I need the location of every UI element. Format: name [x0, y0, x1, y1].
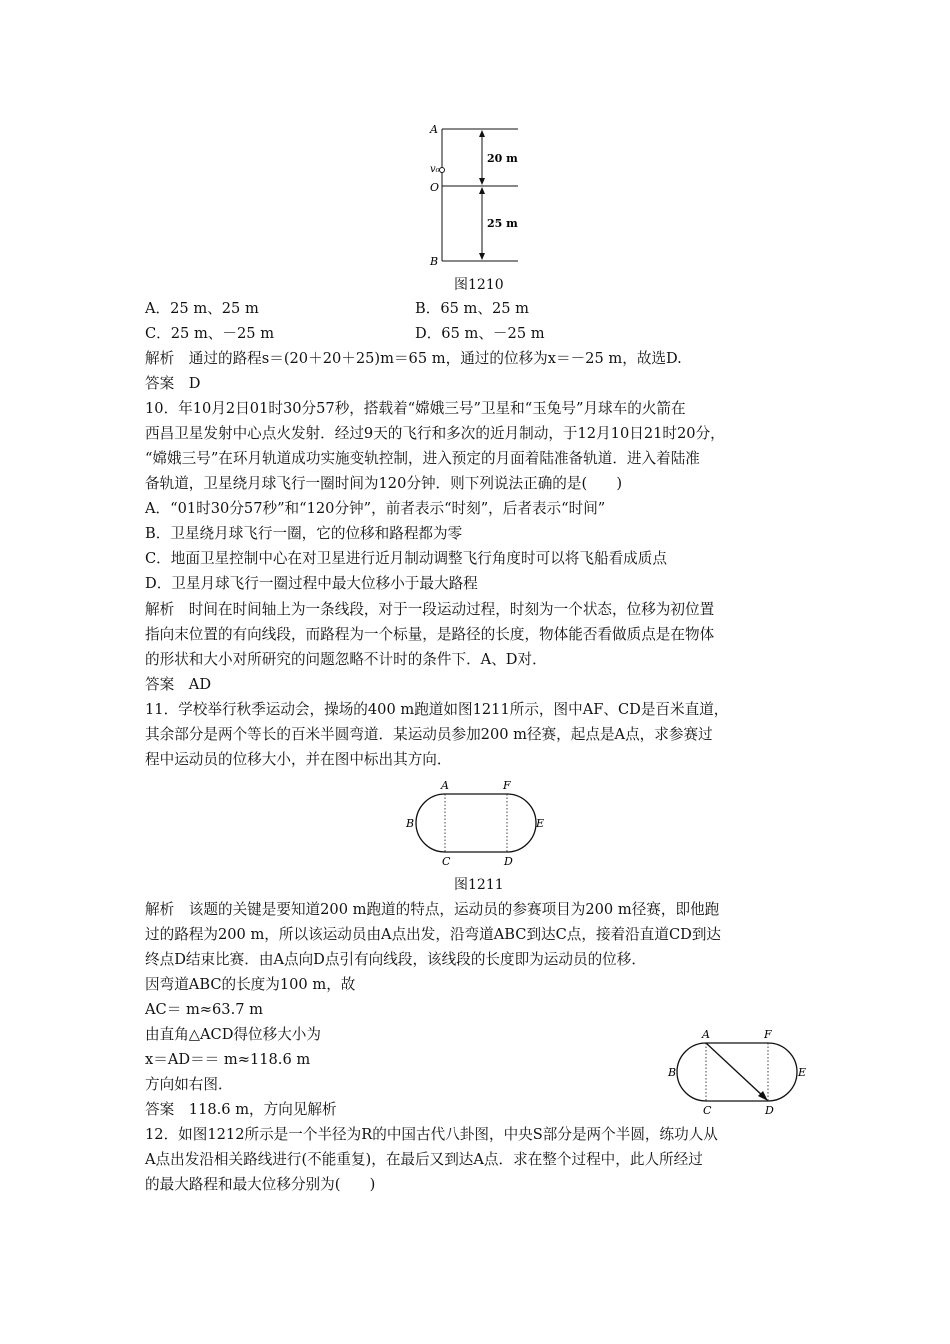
arrowhead-up-1 — [479, 130, 485, 137]
q10-option-b: B．卫星绕月球飞行一圈，它的位移和路程都为零 — [145, 525, 463, 542]
q11-answer: 答案 118.6 m，方向见解析 — [145, 1101, 337, 1118]
figure-1211-track — [400, 777, 550, 869]
q11-analysis1: 解析 该题的关键是要知道200 m跑道的特点，运动员的参赛项目为200 m径赛，即他跑 — [145, 901, 720, 918]
q10-analysis1: 解析 时间在时间轴上为一条线段，对于一段运动过程，时刻为一个状态，位移为初位置 — [145, 601, 715, 618]
q11-calc1: 因弯道ABC的长度为100 m，故 — [145, 976, 356, 993]
q11-calc5: 方向如右图． — [145, 1076, 233, 1093]
track-label-d: D — [504, 855, 513, 868]
displacement-arrow — [706, 1043, 764, 1097]
q9-option-b: B．65 m、25 m — [415, 300, 530, 317]
label-a: A — [430, 123, 438, 136]
q10-option-a: A．“01时30分57秒”和“120分钟”，前者表示“时刻”，后者表示“时间” — [145, 500, 606, 517]
track-label-a: A — [441, 779, 449, 792]
q10-line2: 西昌卫星发射中心点火发射．经过9天的飞行和多次的近月制动，于12月10日21时20分， — [145, 425, 725, 442]
q10-analysis3: 的形状和大小对所研究的问题忽略不计时的条件下．A、D对． — [145, 651, 547, 668]
figure-1210-caption: 图1210 — [454, 277, 504, 293]
q9-analysis: 解析 通过的路程s＝(20＋20＋25)m＝65 m，通过的位移为x＝－25 m，故选D. — [145, 350, 682, 367]
track-label-b: B — [406, 817, 415, 830]
arrowhead-up-2 — [479, 187, 485, 194]
q10-option-c: C．地面卫星控制中心在对卫星进行近月制动调整飞行角度时可以将飞船看成质点 — [145, 550, 667, 567]
q11-line1: 11．学校举行秋季运动会，操场的400 m跑道如图1211所示，图中AF、CD是百米直道， — [145, 701, 729, 718]
q10-option-d: D．卫星月球飞行一圈过程中最大位移小于最大路程 — [145, 575, 478, 592]
q12-line3: 的最大路程和最大位移分别为( ) — [145, 1176, 376, 1193]
label-b: B — [430, 255, 439, 268]
q11-analysis3: 终点D结束比赛．由A点向D点引有向线段，该线段的长度即为运动员的位移． — [145, 951, 646, 968]
solution-label-a: A — [702, 1028, 710, 1041]
q11-calc4: x＝AD＝＝ m≈118.6 m — [145, 1051, 311, 1068]
q9-option-a: A．25 m、25 m — [145, 300, 259, 317]
q10-line4: 备轨道，卫星绕月球飞行一圈时间为120分钟．则下列说法正确的是( ) — [145, 475, 623, 492]
track-label-e: E — [536, 817, 545, 830]
track-label-c: C — [442, 855, 451, 868]
solution-track-figure — [664, 1026, 814, 1118]
q12-line2: A点出发沿相关路线进行(不能重复)，在最后又到达A点．求在整个过程中，此人所经过 — [145, 1151, 703, 1168]
track-label-f: F — [503, 779, 511, 792]
figure-1211-caption: 图1211 — [454, 877, 504, 893]
label-25m: 25 m — [487, 217, 518, 230]
solution-label-c: C — [703, 1104, 712, 1117]
q11-calc3: 由直角△ACD得位移大小为 — [145, 1026, 321, 1043]
q9-answer: 答案 D — [145, 375, 201, 392]
q9-option-c: C．25 m、－25 m — [145, 325, 275, 342]
arrowhead-down-2 — [479, 253, 485, 260]
q11-analysis2: 过的路程为200 m，所以该运动员由A点出发，沿弯道ABC到达C点，接着沿直道CD到达 — [145, 926, 722, 943]
track-outline — [416, 794, 536, 852]
label-v0: v₀ — [430, 164, 440, 175]
q10-line3: “嫦娥三号”在环月轨道成功实施变轨控制，进入预定的月面着陆准备轨道．进入着陆准 — [145, 450, 700, 467]
solution-label-f: F — [764, 1028, 772, 1041]
ball — [440, 168, 445, 173]
arrowhead-down-1 — [479, 178, 485, 185]
q9-options-cd — [145, 322, 545, 346]
solution-label-d: D — [765, 1104, 774, 1117]
q9-option-d: D．65 m、－25 m — [415, 325, 545, 342]
q10-line1: 10．年10月2日01时30分57秒，搭载着“嫦娥三号”卫星和“玉兔号”月球车的火箭在 — [145, 400, 686, 417]
label-o: O — [430, 181, 440, 194]
q12-line1: 12．如图1212所示是一个半径为R的中国古代八卦图，中央S部分是两个半圆，练功人从 — [145, 1126, 718, 1143]
q11-line2: 其余部分是两个等长的百米半圆弯道．某运动员参加200 m径赛，起点是A点，求参赛过 — [145, 726, 713, 743]
q10-analysis2: 指向末位置的有向线段，而路程为一个标量，是路径的长度，物体能否看做质点是在物体 — [145, 626, 715, 643]
q9-options-ab — [145, 297, 530, 321]
figure-1210 — [420, 118, 530, 270]
q11-calc2: AC＝ m≈63.7 m — [145, 1001, 263, 1018]
solution-label-e: E — [798, 1066, 807, 1079]
q10-answer: 答案 AD — [145, 676, 212, 693]
label-20m: 20 m — [487, 152, 518, 165]
q11-line3: 程中运动员的位移大小，并在图中标出其方向． — [145, 751, 452, 768]
solution-label-b: B — [668, 1066, 677, 1079]
